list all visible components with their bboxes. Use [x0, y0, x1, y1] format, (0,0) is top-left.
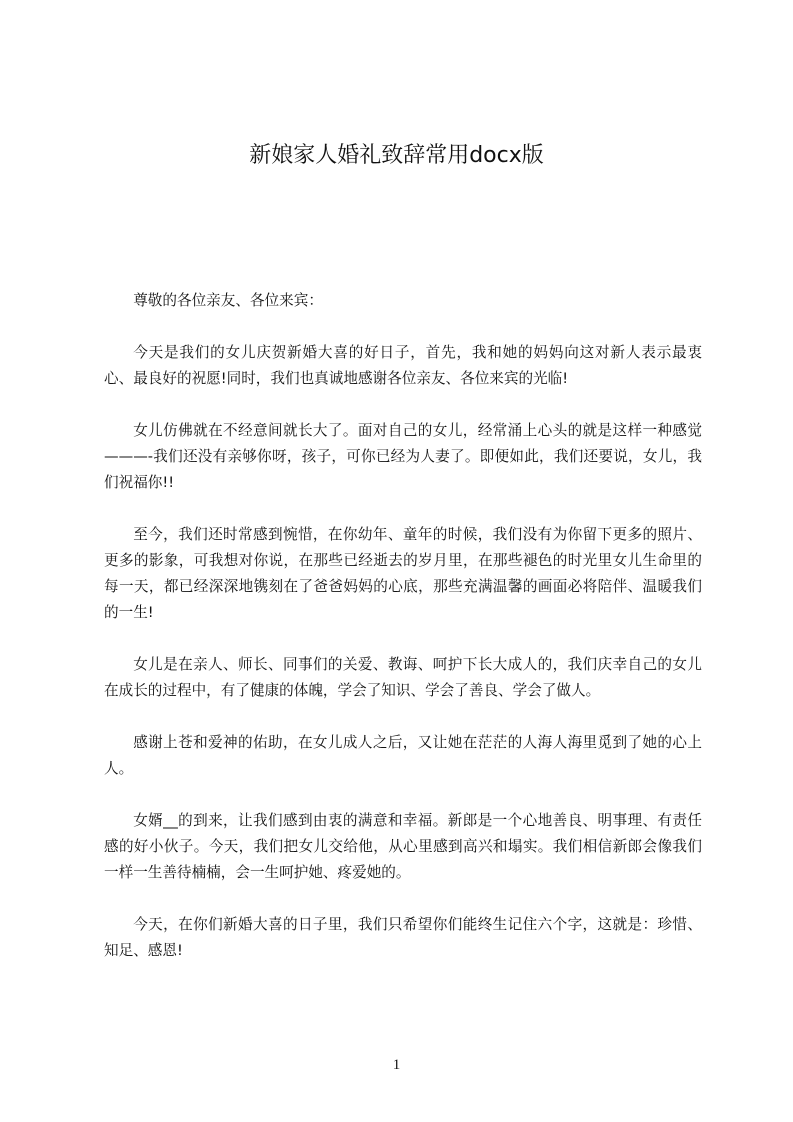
body-paragraph: 至今，我们还时常感到惋惜，在你幼年、童年的时候，我们没有为你留下更多的照片、更多的影象，可我想对你说，在那些已经逝去的岁月里，在那些褪色的时光里女儿生命里的每一天，都已经深深地镌刻在了爸爸妈妈的心底，那些充满温馨的画面必将陪伴、温暖我们的一生!	[104, 526, 702, 621]
body-paragraph: 女儿是在亲人、师长、同事们的关爱、教诲、呵护下长大成人的，我们庆幸自己的女儿在成长的过程中，有了健康的体魄，学会了知识、学会了善良、学会了做人。	[104, 656, 702, 699]
body-paragraph: 今天，在你们新婚大喜的日子里，我们只希望你们能终生记住六个字，这就是：珍惜、知足、感恩!	[104, 916, 702, 959]
body-paragraph: 女儿仿佛就在不经意间就长大了。面对自己的女儿，经常涌上心头的就是这样一种感觉———-我们还没有亲够你呀，孩子，可你已经为人妻了。即便如此，我们还要说，女儿，我们祝福你!!	[104, 422, 702, 491]
document-body	[104, 288, 702, 990]
body-paragraph: 女婿__的到来，让我们感到由衷的满意和幸福。新郎是一个心地善良、明事理、有责任感的好小伙子。今天，我们把女儿交给他，从心里感到高兴和塌实。我们相信新郎会像我们一样一生善待楠楠，会一生呵护她、疼爱她的。	[104, 812, 702, 881]
page-number: 1	[392, 1057, 401, 1073]
page-title: 新娘家人婚礼致辞常用docx版	[249, 143, 544, 168]
body-paragraph: 今天是我们的女儿庆贺新婚大喜的好日子，首先，我和她的妈妈向这对新人表示最衷心、最良好的祝愿!同时，我们也真诚地感谢各位亲友、各位来宾的光临!	[104, 344, 702, 387]
body-paragraph: 感谢上苍和爱神的佑助，在女儿成人之后，又让她在茫茫的人海人海里觅到了她的心上人。	[104, 734, 702, 777]
salutation-paragraph: 尊敬的各位亲友、各位来宾：	[133, 292, 323, 309]
